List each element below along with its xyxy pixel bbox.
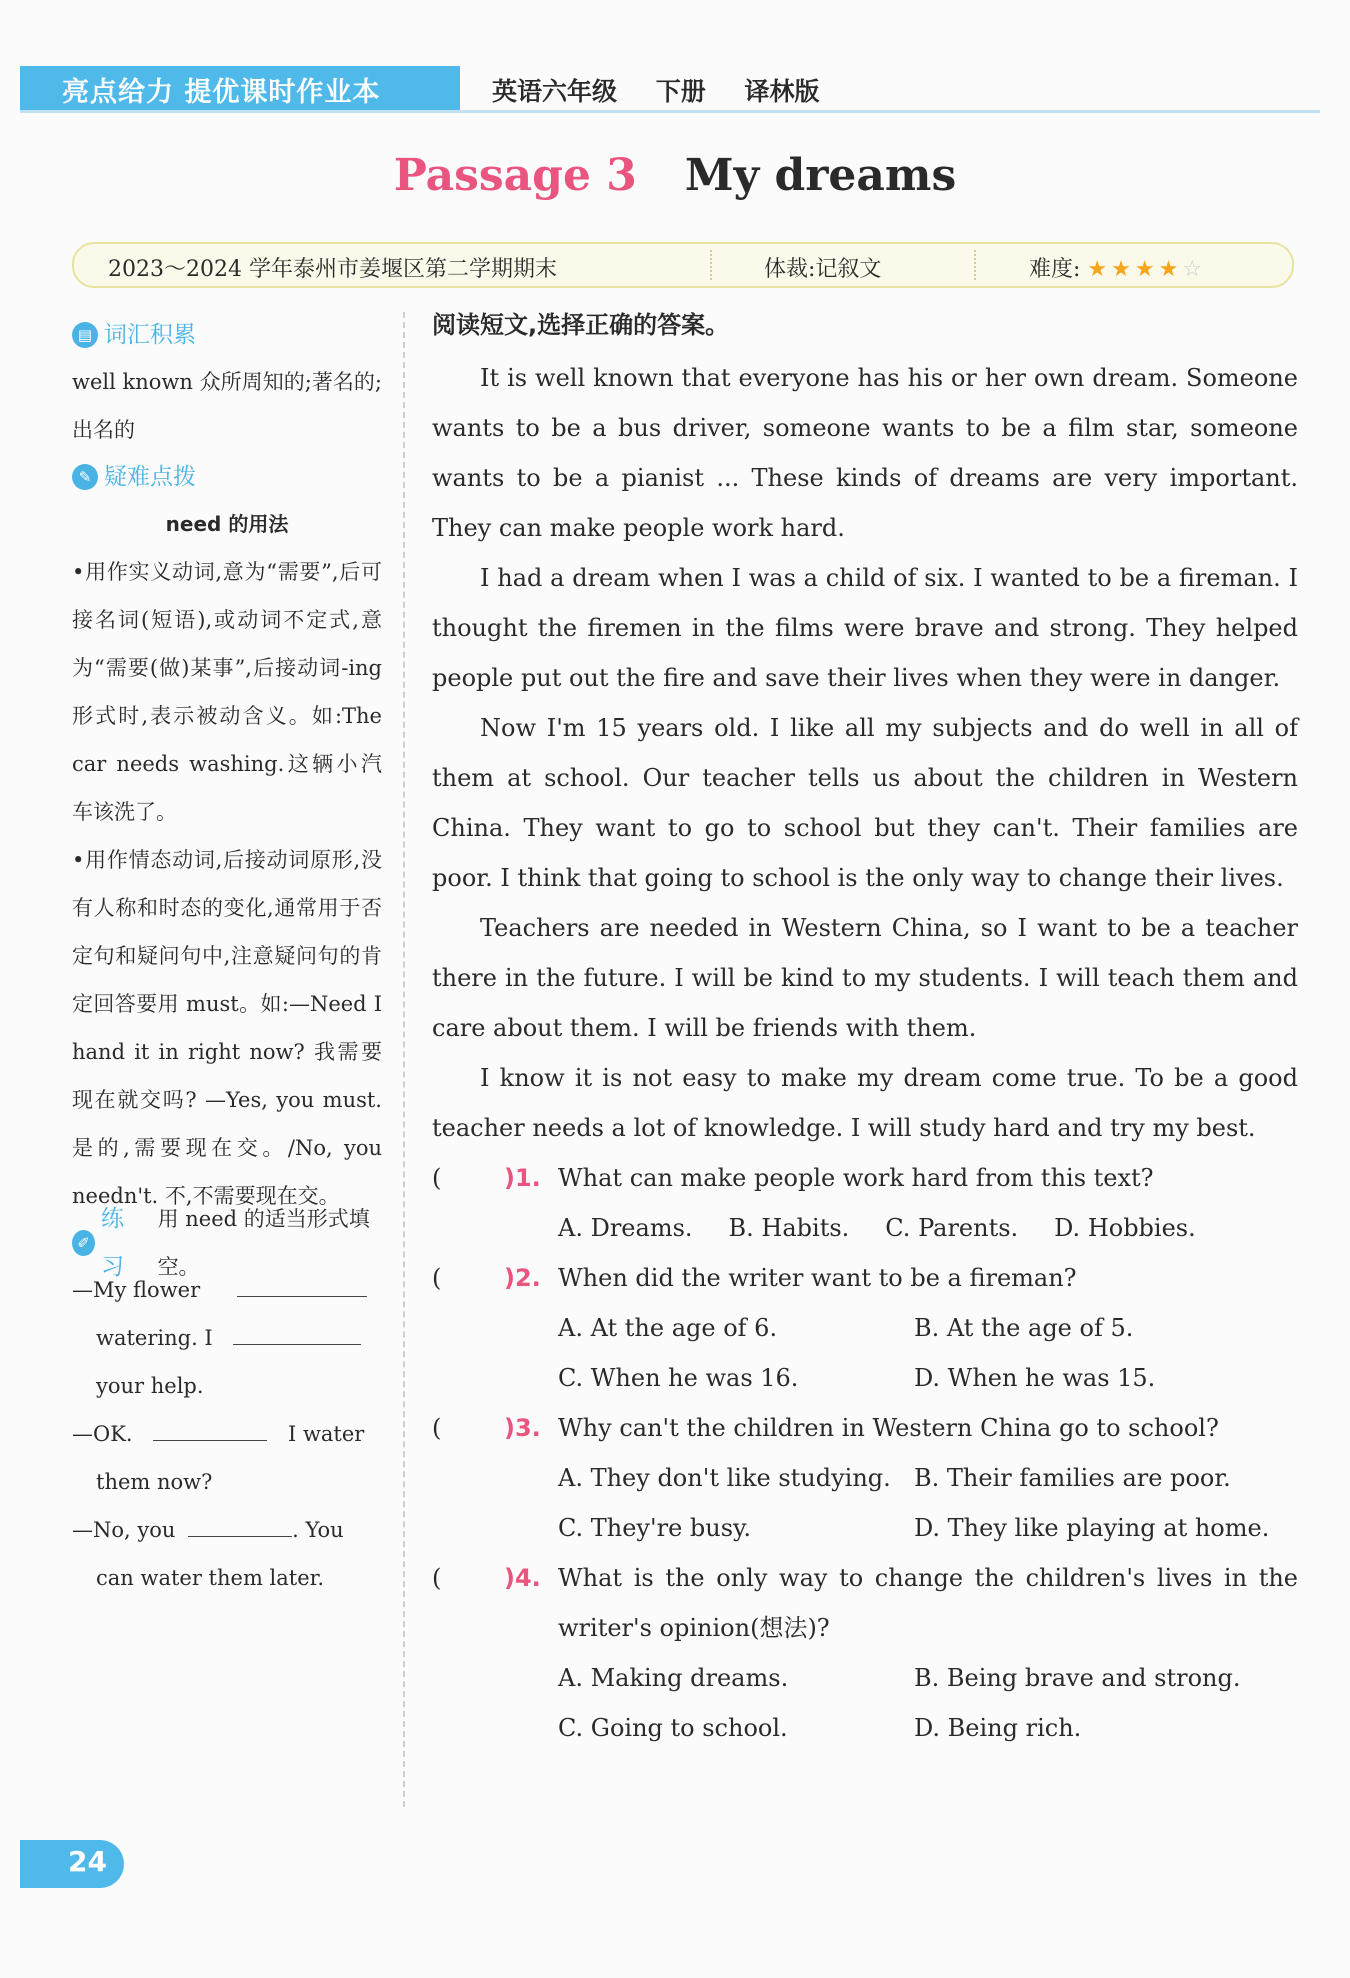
ex1-text: —My flower xyxy=(72,1278,201,1302)
practice-section-heading xyxy=(72,1206,382,1280)
option[interactable]: A. Dreams. xyxy=(558,1214,693,1242)
meta-separator xyxy=(974,250,976,280)
difficulty-label: 难度: xyxy=(1029,257,1081,282)
tip-usage-1: •用作实义动词,意为“需要”,后可接名词(短语),或动词不定式,意为“需要(做)某事”,后接动词-ing形式时,表示被动含义。如:The car needs washing.这辆小汽车该洗了。 xyxy=(72,560,382,824)
exercise-line-1 xyxy=(72,1266,382,1410)
practice-instruction: 用 need 的适当形式填空。 xyxy=(157,1207,370,1279)
question-number: )3. xyxy=(504,1414,541,1442)
reading-section xyxy=(432,305,1298,1753)
exam-source: 2023～2024 学年泰州市姜堰区第二学期期末 xyxy=(108,257,557,282)
star-filled-icon: ★ xyxy=(1158,257,1179,282)
question-number: )2. xyxy=(504,1264,541,1292)
header-rule xyxy=(20,110,1320,113)
edit-icon: ✐ xyxy=(72,1230,95,1256)
option[interactable]: D. Being rich. xyxy=(914,1714,1082,1742)
question-2-options xyxy=(432,1303,1298,1403)
question-4-options xyxy=(432,1653,1298,1753)
option[interactable]: A. At the age of 6. xyxy=(558,1314,778,1342)
blank-4[interactable] xyxy=(188,1510,292,1537)
option[interactable]: C. They're busy. xyxy=(558,1514,752,1542)
ex3-text: —No, you xyxy=(72,1518,176,1542)
series-title: 亮点给力 提优课时作业本 xyxy=(62,77,381,108)
question-4 xyxy=(432,1553,1298,1653)
passage-paragraph: Teachers are needed in Western China, so I want to be a teacher there in the future. I will be kind to my students. I will teach them and care about them. I will be friends with them. xyxy=(432,914,1298,1042)
page-number: 24 xyxy=(68,1845,107,1878)
tips-section-heading xyxy=(72,454,382,500)
answer-blank[interactable]: ( xyxy=(432,1264,442,1292)
difficulty xyxy=(1029,252,1206,283)
star-filled-icon: ★ xyxy=(1087,257,1108,282)
exercise-line-3 xyxy=(72,1506,382,1602)
passage-paragraph: Now I'm 15 years old. I like all my subjects and do well in all of them at school. Our teacher tells us about the children in Western China. They want to go to school but they can't. Their families are poor. I think that going to school is the only way to change their lives. xyxy=(432,714,1298,892)
option[interactable]: D. When he was 15. xyxy=(914,1364,1156,1392)
reading-instruction: 阅读短文,选择正确的答案。 xyxy=(432,311,730,339)
option[interactable]: B. Being brave and strong. xyxy=(914,1664,1241,1692)
option[interactable]: B. Their families are poor. xyxy=(914,1464,1231,1492)
question-3-options xyxy=(432,1453,1298,1553)
star-filled-icon: ★ xyxy=(1134,257,1155,282)
ex3-text: can water them later. xyxy=(96,1566,325,1590)
vocab-section-heading xyxy=(72,312,382,358)
blank-3[interactable] xyxy=(153,1414,267,1441)
vocab-entry: well known 众所周知的;著名的;出名的 xyxy=(72,370,382,442)
blank-2[interactable] xyxy=(233,1318,361,1345)
ex2-text: them now? xyxy=(96,1470,213,1494)
answer-blank[interactable]: ( xyxy=(432,1564,442,1592)
exercise-line-2 xyxy=(72,1410,382,1506)
passage-paragraph: It is well known that everyone has his or her own dream. Someone wants to be a bus driver, someone wants to be a film star, someone wants to be a pianist ... These kinds of dreams are very important. They can make people work hard. xyxy=(432,364,1298,542)
ex3-text: . You xyxy=(292,1518,344,1542)
ex2-text: —OK. xyxy=(72,1422,133,1446)
question-text: Why can't the children in Western China go to school? xyxy=(558,1414,1219,1442)
ex1-text: watering. I xyxy=(96,1326,213,1350)
practice-heading-text: 练习 xyxy=(100,1206,124,1280)
passage-paragraph: I know it is not easy to make my dream come true. To be a good teacher needs a lot of knowledge. I will study hard and try my best. xyxy=(432,1064,1298,1142)
answer-blank[interactable]: ( xyxy=(432,1164,442,1192)
question-3 xyxy=(432,1403,1298,1453)
answer-blank[interactable]: ( xyxy=(432,1414,442,1442)
book-icon: ▤ xyxy=(72,322,98,348)
ex1-text: your help. xyxy=(96,1374,204,1398)
tip-usage-2: •用作情态动词,后接动词原形,没有人称和时态的变化,通常用于否定句和疑问句中,注意疑问句的肯定回答要用 must。如:—Need I hand it in right now? 我需要现在就交吗? —Yes, you must. 是的,需要现在交。/No, you needn't. 不,不需要现在交。 xyxy=(72,848,382,1208)
star-empty-icon: ☆ xyxy=(1182,257,1203,282)
meta-separator xyxy=(710,250,712,280)
question-text: What is the only way to change the children's lives in the writer's opinion(想法)? xyxy=(558,1564,1298,1642)
question-number: )1. xyxy=(504,1164,541,1192)
option[interactable]: B. At the age of 5. xyxy=(914,1314,1134,1342)
header-band-cut xyxy=(430,66,460,112)
pencil-icon: ✎ xyxy=(72,464,98,490)
vocab-heading-text: 词汇积累 xyxy=(104,322,196,348)
volume-label: 下册 xyxy=(655,77,706,106)
question-2 xyxy=(432,1253,1298,1303)
option[interactable]: A. Making dreams. xyxy=(558,1664,789,1692)
sidebar-notes xyxy=(72,312,382,1602)
option[interactable]: C. When he was 16. xyxy=(558,1364,799,1392)
edition-label: 译林版 xyxy=(744,77,820,106)
question-text: When did the writer want to be a fireman? xyxy=(558,1264,1077,1292)
passage-title: My dreams xyxy=(684,150,957,201)
question-1 xyxy=(432,1153,1298,1203)
difficulty-stars xyxy=(1087,257,1206,282)
page-title xyxy=(0,150,1350,201)
option[interactable]: D. They like playing at home. xyxy=(914,1514,1270,1542)
star-filled-icon: ★ xyxy=(1111,257,1131,282)
ex2-text: I water xyxy=(287,1422,365,1446)
option[interactable]: A. They don't like studying. xyxy=(558,1464,891,1492)
option[interactable]: D. Hobbies. xyxy=(1054,1214,1196,1242)
column-divider xyxy=(403,312,405,1807)
option[interactable]: B. Habits. xyxy=(728,1214,850,1242)
passage-paragraph: I had a dream when I was a child of six. I wanted to be a fireman. I thought the firemen in the films were brave and strong. They helped people put out the fire and save their lives when they were in danger. xyxy=(432,564,1298,692)
tips-subheading: need 的用法 xyxy=(165,512,289,536)
question-number: )4. xyxy=(504,1564,541,1592)
blank-1[interactable] xyxy=(237,1270,367,1297)
question-1-options xyxy=(432,1203,1298,1253)
book-info xyxy=(492,72,849,108)
option[interactable]: C. Parents. xyxy=(885,1214,1019,1242)
passage-meta-bar xyxy=(72,242,1294,288)
genre-label: 体裁:记叙文 xyxy=(764,257,882,282)
grade-label: 英语六年级 xyxy=(492,77,618,106)
passage-label: Passage 3 xyxy=(393,150,637,201)
option[interactable]: C. Going to school. xyxy=(558,1714,788,1742)
tips-heading-text: 疑难点拨 xyxy=(104,464,196,490)
question-text: What can make people work hard from this text? xyxy=(558,1164,1154,1192)
